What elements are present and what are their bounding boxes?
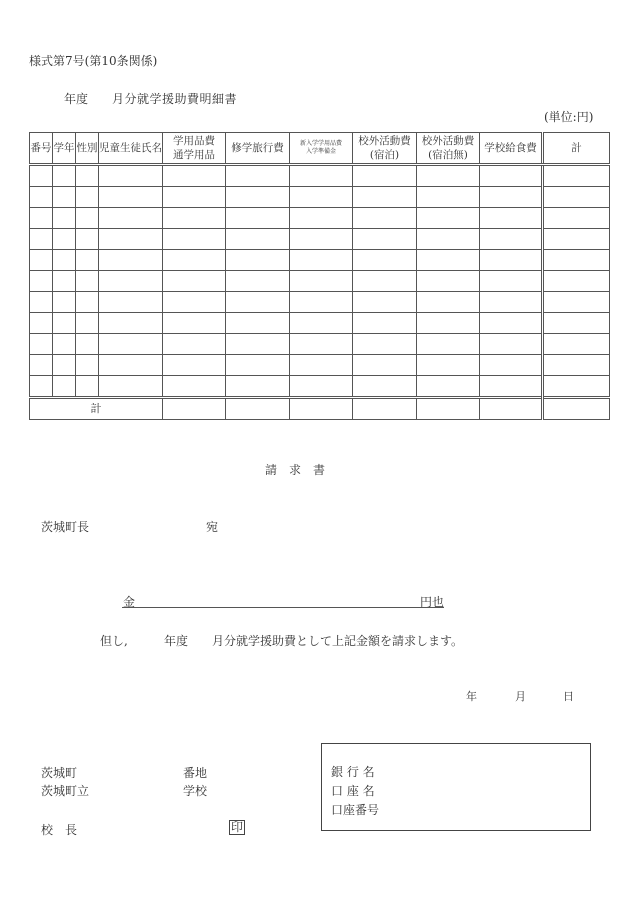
table-cell[interactable] <box>99 355 163 376</box>
table-cell[interactable] <box>480 229 543 250</box>
table-cell[interactable] <box>226 229 290 250</box>
table-cell[interactable] <box>480 271 543 292</box>
table-cell[interactable] <box>163 376 226 398</box>
table-cell[interactable] <box>290 334 353 355</box>
amount-field-line[interactable] <box>122 607 444 608</box>
amount-prefix: 金 <box>123 595 136 609</box>
table-cell[interactable] <box>543 208 610 229</box>
table-cell[interactable] <box>30 165 53 187</box>
table-row <box>30 250 610 271</box>
table-cell[interactable] <box>353 208 417 229</box>
table-cell[interactable] <box>353 250 417 271</box>
table-cell[interactable] <box>480 208 543 229</box>
table-cell[interactable] <box>76 355 99 376</box>
col-header-gender: 性別 <box>76 133 99 165</box>
table-body <box>30 165 610 398</box>
col-header-school-supplies: 学用品費 通学用品 <box>163 133 226 165</box>
table-cell[interactable] <box>290 292 353 313</box>
table-cell[interactable] <box>163 355 226 376</box>
unit-label: (単位:円) <box>544 110 594 124</box>
table-header-row <box>30 133 610 165</box>
table-cell[interactable] <box>99 165 163 187</box>
table-cell[interactable] <box>417 292 480 313</box>
table-cell[interactable] <box>543 271 610 292</box>
honorific: 宛 <box>206 520 219 534</box>
date-month: 月 <box>515 690 526 703</box>
table-cell[interactable] <box>76 313 99 334</box>
table-cell[interactable] <box>480 334 543 355</box>
table-cell[interactable] <box>480 313 543 334</box>
statement-year: 年度 <box>164 634 189 648</box>
table-cell[interactable] <box>543 398 610 420</box>
table-cell[interactable] <box>163 334 226 355</box>
account-name-label: 口 座 名 <box>331 784 375 798</box>
col-header-school-lunch: 学校給食費 <box>480 133 543 165</box>
table-cell[interactable] <box>417 271 480 292</box>
table-cell[interactable] <box>163 208 226 229</box>
statement-text: 月分就学援助費として上記金額を請求します。 <box>212 634 464 648</box>
table-cell[interactable] <box>163 271 226 292</box>
col-header-student-name: 児童生徒氏名 <box>99 133 163 165</box>
table-cell[interactable] <box>226 398 290 420</box>
table-cell[interactable] <box>543 334 610 355</box>
statement-prefix: 但し, <box>100 634 128 648</box>
table-cell[interactable] <box>417 313 480 334</box>
table-cell[interactable] <box>543 313 610 334</box>
table-cell[interactable] <box>53 165 76 187</box>
table-cell[interactable] <box>480 187 543 208</box>
table-cell[interactable] <box>30 208 53 229</box>
table-cell[interactable] <box>353 313 417 334</box>
table-cell[interactable] <box>163 250 226 271</box>
table-cell[interactable] <box>76 187 99 208</box>
table-row <box>30 165 610 187</box>
seal-mark <box>229 820 245 835</box>
table-cell[interactable] <box>163 187 226 208</box>
table-row <box>30 313 610 334</box>
assistance-detail-table <box>29 132 610 420</box>
col-header-new-enrollment: 新入学学用品費 入学準備金 <box>290 133 353 165</box>
table-cell[interactable] <box>226 271 290 292</box>
table-cell[interactable] <box>53 355 76 376</box>
addressee: 茨城町長 <box>41 520 90 534</box>
table-cell[interactable] <box>99 313 163 334</box>
table-cell[interactable] <box>76 376 99 398</box>
table-cell[interactable] <box>353 376 417 398</box>
table-cell[interactable] <box>30 376 53 398</box>
table-cell[interactable] <box>290 376 353 398</box>
table-cell[interactable] <box>353 187 417 208</box>
table-cell[interactable] <box>417 334 480 355</box>
table-cell[interactable] <box>290 250 353 271</box>
table-cell[interactable] <box>417 355 480 376</box>
table-cell[interactable] <box>417 187 480 208</box>
table-cell[interactable] <box>53 376 76 398</box>
col-header-total: 計 <box>543 133 610 165</box>
date-year: 年 <box>466 690 477 703</box>
table-cell[interactable] <box>30 250 53 271</box>
col-header-outdoor-overnight: 校外活動費 (宿泊) <box>353 133 417 165</box>
table-total-row <box>30 398 610 420</box>
table-cell[interactable] <box>53 313 76 334</box>
seal-icon: 印 <box>231 820 244 834</box>
table-cell[interactable] <box>76 271 99 292</box>
table-cell[interactable] <box>226 355 290 376</box>
table-cell[interactable] <box>53 187 76 208</box>
table-row <box>30 208 610 229</box>
sender-school-prefix: 茨城町立 <box>41 784 90 798</box>
table-cell[interactable] <box>53 271 76 292</box>
sender-address-suffix: 番地 <box>183 766 208 780</box>
table-cell[interactable] <box>543 376 610 398</box>
table-row <box>30 187 610 208</box>
amount-suffix: 円也 <box>420 595 445 609</box>
table-cell[interactable] <box>353 398 417 420</box>
table-cell[interactable] <box>226 165 290 187</box>
table-cell[interactable] <box>417 250 480 271</box>
table-cell[interactable] <box>290 355 353 376</box>
title-year-label: 年度 <box>64 92 89 106</box>
account-number-label: 口座番号 <box>331 803 380 817</box>
table-cell[interactable] <box>30 313 53 334</box>
table-row <box>30 376 610 398</box>
table-cell[interactable] <box>226 292 290 313</box>
table-row <box>30 355 610 376</box>
table-cell[interactable] <box>226 376 290 398</box>
table-cell[interactable] <box>290 398 353 420</box>
sender-town: 茨城町 <box>41 766 78 780</box>
col-header-school-trip: 修学旅行費 <box>226 133 290 165</box>
date-day: 日 <box>563 690 574 703</box>
total-label: 計 <box>30 398 163 420</box>
table-row <box>30 334 610 355</box>
table-cell[interactable] <box>76 165 99 187</box>
bank-info-box <box>321 743 591 831</box>
table-cell[interactable] <box>353 334 417 355</box>
table-cell[interactable] <box>290 271 353 292</box>
table-cell[interactable] <box>417 398 480 420</box>
table-cell[interactable] <box>99 250 163 271</box>
table-cell[interactable] <box>30 334 53 355</box>
table-cell[interactable] <box>99 208 163 229</box>
table-row <box>30 292 610 313</box>
table-cell[interactable] <box>99 271 163 292</box>
table-cell[interactable] <box>99 376 163 398</box>
table-cell[interactable] <box>163 398 226 420</box>
table-cell[interactable] <box>480 355 543 376</box>
table-cell[interactable] <box>417 208 480 229</box>
table-cell[interactable] <box>480 165 543 187</box>
table-cell[interactable] <box>76 292 99 313</box>
col-header-number: 番号 <box>30 133 53 165</box>
table-cell[interactable] <box>226 334 290 355</box>
table-cell[interactable] <box>480 376 543 398</box>
table-cell[interactable] <box>353 292 417 313</box>
table-cell[interactable] <box>290 313 353 334</box>
table-cell[interactable] <box>30 292 53 313</box>
table-cell[interactable] <box>30 271 53 292</box>
table-cell[interactable] <box>53 208 76 229</box>
table-row <box>30 271 610 292</box>
table-cell[interactable] <box>99 334 163 355</box>
table-cell[interactable] <box>30 355 53 376</box>
table-cell[interactable] <box>99 229 163 250</box>
table-cell[interactable] <box>353 165 417 187</box>
table-cell[interactable] <box>76 334 99 355</box>
table-cell[interactable] <box>30 187 53 208</box>
table-cell[interactable] <box>163 292 226 313</box>
table-cell[interactable] <box>76 250 99 271</box>
table-cell[interactable] <box>99 187 163 208</box>
table-cell[interactable] <box>226 208 290 229</box>
form-number: 様式第7号(第10条関係) <box>29 54 158 68</box>
principal-label: 校 長 <box>41 823 78 837</box>
table-cell[interactable] <box>76 229 99 250</box>
table-cell[interactable] <box>543 187 610 208</box>
table-cell[interactable] <box>290 229 353 250</box>
table-cell[interactable] <box>480 398 543 420</box>
table-cell[interactable] <box>480 250 543 271</box>
table-cell[interactable] <box>53 292 76 313</box>
table-cell[interactable] <box>30 229 53 250</box>
table-cell[interactable] <box>163 229 226 250</box>
table-cell[interactable] <box>290 208 353 229</box>
table-cell[interactable] <box>543 165 610 187</box>
table-cell[interactable] <box>290 165 353 187</box>
table-cell[interactable] <box>543 292 610 313</box>
table-cell[interactable] <box>417 165 480 187</box>
sender-school-suffix: 学校 <box>183 784 208 798</box>
table-cell[interactable] <box>417 229 480 250</box>
table-cell[interactable] <box>53 334 76 355</box>
table-cell[interactable] <box>226 313 290 334</box>
col-header-grade: 学年 <box>53 133 76 165</box>
table-cell[interactable] <box>99 292 163 313</box>
table-cell[interactable] <box>480 292 543 313</box>
col-header-outdoor-day: 校外活動費 (宿泊無) <box>417 133 480 165</box>
table-cell[interactable] <box>226 187 290 208</box>
table-cell[interactable] <box>543 229 610 250</box>
table-cell[interactable] <box>226 250 290 271</box>
table-cell[interactable] <box>353 355 417 376</box>
table-cell[interactable] <box>53 229 76 250</box>
table-cell[interactable] <box>353 271 417 292</box>
invoice-title: 請 求 書 <box>265 463 326 477</box>
bank-name-label: 銀 行 名 <box>331 765 375 779</box>
document-title: 月分就学援助費明細書 <box>112 92 238 106</box>
table-row <box>30 229 610 250</box>
table-cell[interactable] <box>76 208 99 229</box>
table-cell[interactable] <box>543 250 610 271</box>
table-cell[interactable] <box>163 165 226 187</box>
table-cell[interactable] <box>353 229 417 250</box>
table-cell[interactable] <box>543 355 610 376</box>
table-cell[interactable] <box>163 313 226 334</box>
table-cell[interactable] <box>53 250 76 271</box>
table-cell[interactable] <box>290 187 353 208</box>
table-cell[interactable] <box>417 376 480 398</box>
